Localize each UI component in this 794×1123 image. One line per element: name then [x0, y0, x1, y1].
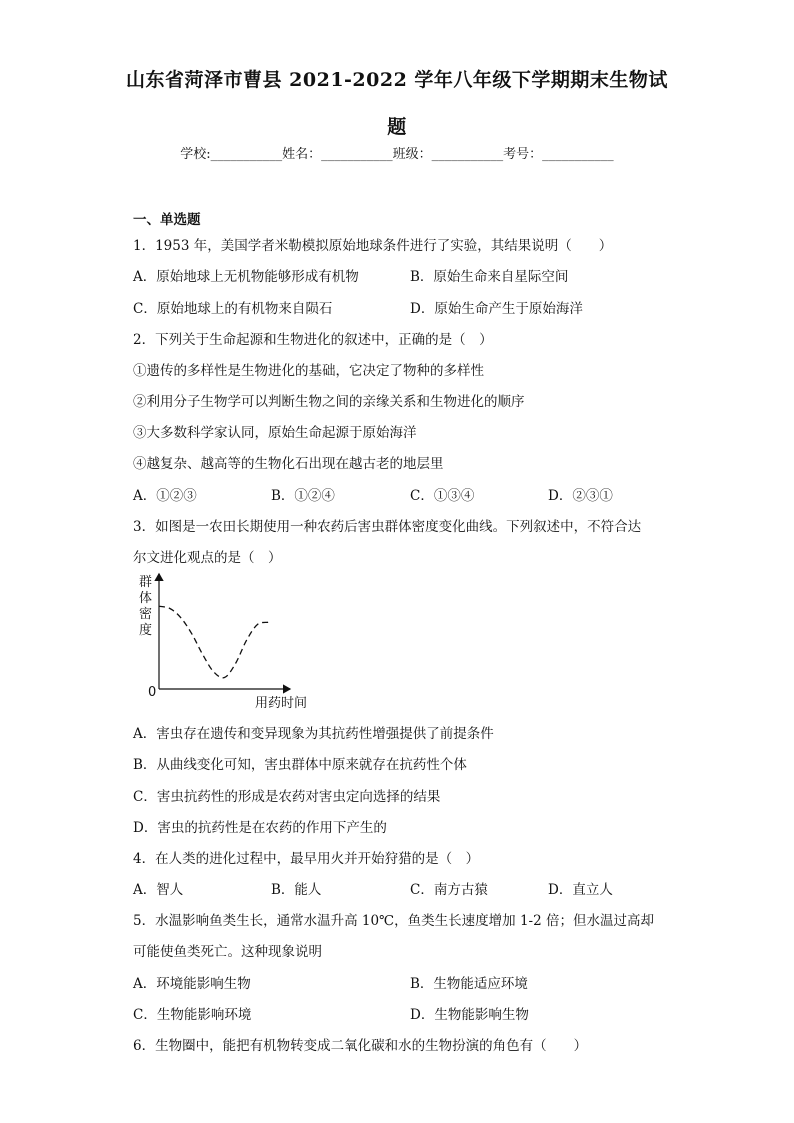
question-1-option-d: D．原始生命产生于原始海洋 [410, 301, 583, 317]
question-1-stem: 1．1953 年，美国学者米勒模拟原始地球条件进行了实验，其结果说明（ ） [133, 238, 613, 254]
question-4-option-d: D．直立人 [548, 882, 613, 898]
question-2-statement-4: ④越复杂、越高等的生物化石出现在越古老的地层里 [133, 456, 444, 472]
question-1-option-c: C．原始地球上的有机物来自陨石 [133, 301, 333, 317]
question-5-option-d: D．生物能影响生物 [410, 1007, 529, 1023]
question-4-stem: 4．在人类的进化过程中，最早用火并开始狩猎的是（ ） [133, 851, 480, 867]
origin-label: 0 [148, 685, 157, 700]
pest-density-chart [130, 570, 330, 715]
question-5-stem-line1: 5．水温影响鱼类生长，通常水温升高 10℃，鱼类生长速度增加 1-2 倍；但水温过高却 [133, 913, 654, 929]
y-axis-label-char-2: 体 [139, 591, 153, 606]
y-axis-label-char-1: 群 [139, 575, 153, 590]
density-curve [159, 606, 268, 678]
question-3-stem-line1: 3．如图是一农田长期使用一种农药后害虫群体密度变化曲线。下列叙述中，不符合达 [133, 519, 642, 535]
question-2-statement-2: ②利用分子生物学可以判断生物之间的亲缘关系和生物进化的顺序 [133, 394, 525, 410]
question-4-option-c: C．南方古猿 [410, 882, 488, 898]
question-2-stem: 2．下列关于生命起源和生物进化的叙述中，正确的是（ ） [133, 332, 493, 348]
x-axis-label: 用药时间 [255, 696, 308, 711]
question-1-option-a: A．原始地球上无机物能够形成有机物 [133, 269, 359, 285]
question-4-option-b: B．能人 [271, 882, 322, 898]
question-5-option-a: A．环境能影响生物 [133, 976, 251, 992]
student-info-line: 学校:___________姓名：___________班级：___________考号：___________ [180, 147, 614, 162]
question-3-option-d: D．害虫的抗药性是在农药的作用下产生的 [133, 820, 387, 836]
question-3-option-b: B．从曲线变化可知，害虫群体中原来就存在抗药性个体 [133, 757, 467, 773]
question-2-statement-3: ③大多数科学家认同，原始生命起源于原始海洋 [133, 425, 417, 441]
question-2-statement-1: ①遗传的多样性是生物进化的基础，它决定了物种的多样性 [133, 363, 484, 379]
question-3-option-c: C．害虫抗药性的形成是农药对害虫定向选择的结果 [133, 789, 441, 805]
question-2-option-a: A．①②③ [133, 488, 197, 504]
question-2-option-b: B．①②④ [271, 488, 335, 504]
question-4-option-a: A．智人 [133, 882, 184, 898]
question-5-option-c: C．生物能影响环境 [133, 1007, 252, 1023]
section-heading: 一、单选题 [133, 212, 201, 228]
exam-title-line2: 题 [387, 116, 407, 138]
question-5-option-b: B．生物能适应环境 [410, 976, 528, 992]
y-axis-label-char-4: 度 [139, 623, 153, 638]
exam-title-line1: 山东省菏泽市曹县 2021-2022 学年八年级下学期期末生物试 [126, 69, 668, 91]
question-5-stem-line2: 可能使鱼类死亡。这种现象说明 [133, 944, 322, 960]
question-2-option-c: C．①③④ [410, 488, 475, 504]
y-axis-label-char-3: 密 [139, 607, 153, 622]
question-3-stem-line2: 尔文进化观点的是（ ） [133, 550, 282, 566]
question-3-option-a: A．害虫存在遗传和变异现象为其抗药性增强提供了前提条件 [133, 726, 494, 742]
question-2-option-d: D．②③① [548, 488, 613, 504]
question-1-option-b: B．原始生命来自星际空间 [410, 269, 569, 285]
question-6-stem: 6．生物圈中，能把有机物转变成二氧化碳和水的生物扮演的角色有（ ） [133, 1038, 588, 1054]
